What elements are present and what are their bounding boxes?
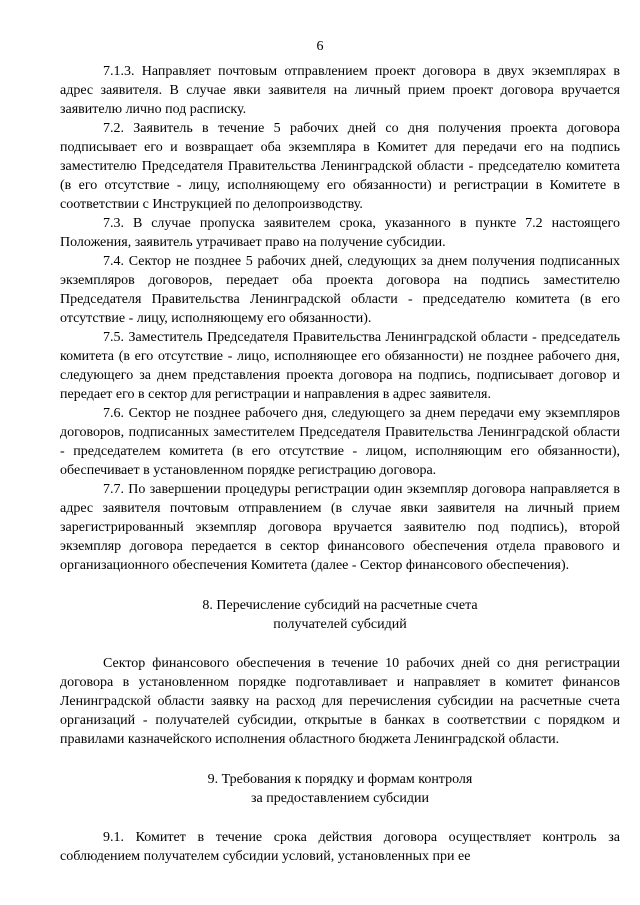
- section-8-heading-line2: получателей субсидий: [273, 617, 407, 632]
- paragraph-7-4: 7.4. Сектор не позднее 5 рабочих дней, следующих за днем получения подписанных экземпляров договоров, передает оба проекта договора на подпись заместителю Председателя Правительства Ленинградской области - председателю комитета (в его отсутствие - лицу, исполняющему его обязанности).: [60, 254, 620, 326]
- section-8-paragraph: Сектор финансового обеспечения в течение 10 рабочих дней со дня регистрации договора в установленном порядке подготавливает и направляет в комитет финансов Ленинградской области заявку на расход для перечисления субсидии на расчетные счета организаций - получателей субсидии, открытые в банках в соответствии с порядком и правилами казначейского исполнения областного бюджета Ленинградской области.: [60, 656, 620, 747]
- paragraph-9-1: 9.1. Комитет в течение срока действия договора осуществляет контроль за соблюдением получателем субсидии условий, установленных при ее: [60, 830, 620, 864]
- section-8-heading: [60, 596, 620, 634]
- paragraph-7-1-3: 7.1.3. Направляет почтовым отправлением проект договора в двух экземплярах в адрес заявителя. В случае явки заявителя на личный прием проект договора вручается заявителю лично под расписку.: [60, 64, 620, 117]
- paragraph-7-7: 7.7. По завершении процедуры регистрации один экземпляр договора направляется в адрес заявителя почтовым отправлением (в случае явки заявителя на личный прием зарегистрированный экземпляр договора вручается заявителю под подпись), второй экземпляр договора передается в сектор финансового обеспечения отдела правового и организационного обеспечения Комитета (далее - Сектор финансового обеспечения).: [60, 482, 620, 573]
- document-body: [60, 62, 620, 866]
- paragraph-7-3: 7.3. В случае пропуска заявителем срока, указанного в пункте 7.2 настоящего Положения, заявитель утрачивает право на получение субсидии.: [60, 216, 620, 250]
- section-9-heading-line1: 9. Требования к порядку и формам контроля: [207, 772, 473, 787]
- section-9-heading-line2: за предоставлением субсидии: [251, 791, 429, 806]
- paragraph-7-5: 7.5. Заместитель Председателя Правительства Ленинградской области - председатель комитета (в его отсутствие - лицо, исполняющее его обязанности) не позднее рабочего дня, следующего за днем представления проекта договора на подпись, подписывает договор и передает его в сектор для регистрации и направления в адрес заявителя.: [60, 330, 620, 402]
- paragraph-7-6: 7.6. Сектор не позднее рабочего дня, следующего за днем передачи ему экземпляров договоров, подписанных заместителем Председателя Правительства Ленинградской области - председателем комитета (в его отсутствие - лицом, исполняющим его обязанности), обеспечивает в установленном порядке регистрацию договора.: [60, 406, 620, 478]
- section-9-heading: [60, 770, 620, 808]
- section-8-heading-line1: 8. Перечисление субсидий на расчетные счета: [202, 598, 478, 613]
- page-number: 6: [316, 39, 324, 54]
- paragraph-7-2: 7.2. Заявитель в течение 5 рабочих дней со дня получения проекта договора подписывает его и возвращает оба экземпляра в Комитет для передачи его на подпись заместителю Председателя Правительства Ленинградской области - председателю комитета (в его отсутствие - лицу, исполняющему его обязанности) и регистрации в Комитете в соответствии с Инструкцией по делопроизводству.: [60, 121, 620, 212]
